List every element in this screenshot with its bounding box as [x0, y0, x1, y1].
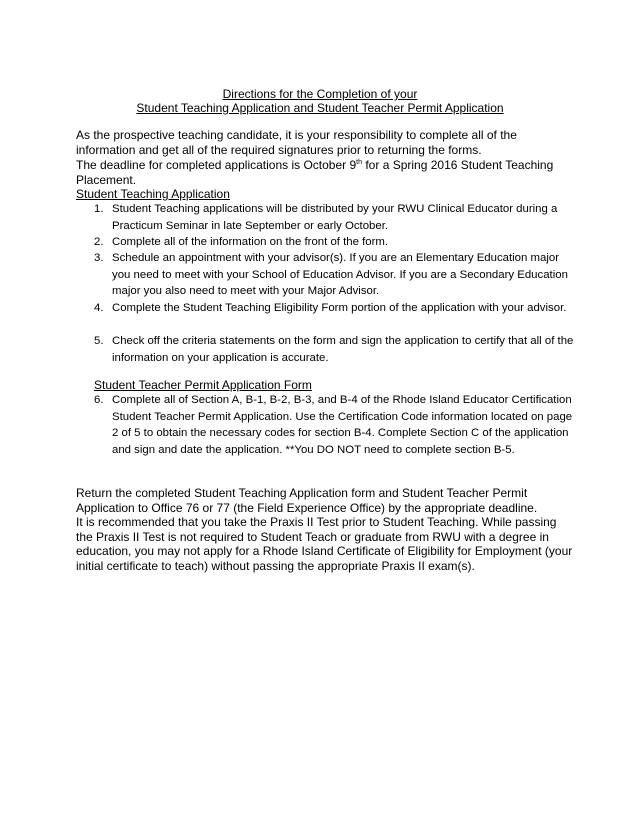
document-title-line-2: Student Teaching Application and Student Teacher Permit Application [136, 101, 504, 115]
list-item-text: Schedule an appointment with your advisor(s). If you are an Elementary Education major you need to meet with your School of Education Advisor. If you are a Secondary Education major you also need to meet with your Major Advisor. [112, 252, 568, 297]
list-item-number: 1. [94, 203, 104, 215]
list-item-text: Complete the Student Teaching Eligibility Form portion of the application with your advisor. [112, 302, 567, 314]
list-item [94, 333, 574, 366]
list-item-number: 6. [94, 394, 104, 406]
list-item-number: 4. [94, 302, 104, 314]
praxis-recommendation-text: It is recommended that you take the Praxis II Test prior to Student Teaching. While passing the Praxis II Test is not required to Student Teach or graduate from RWU with a degree in education, you may not apply for a Rhode Island Certificate of Eligibility for Employment (your initial certificate to teach) without passing the appropriate Praxis II exam(s). [76, 515, 573, 573]
document-title-line-1: Directions for the Completion of your [222, 87, 418, 101]
list-item [94, 234, 574, 251]
list-item-text: Complete all of Section A, B-1, B-2, B-3, and B-4 of the Rhode Island Educator Certification Student Teacher Permit Application. Use the Certification Code information located on page 2 of 5 to obtain the necessary codes for section B-4. Complete Section C of the application and sign and date the application. **You DO NOT need to complete section B-5. [112, 394, 573, 456]
list-item [94, 250, 574, 300]
intro-responsibility-text: As the prospective teaching candidate, it is your responsibility to complete all of the information and get all of the required signatures prior to returning the forms. [76, 128, 517, 157]
intro-deadline-text [76, 158, 553, 187]
list-item [94, 392, 574, 458]
student-teacher-permit-heading: Student Teacher Permit Application Form [94, 378, 312, 392]
list-item-number: 5. [94, 335, 104, 347]
list-item [94, 201, 574, 234]
list-item-text: Check off the criteria statements on the form and sign the application to certify that all of the information on your application is accurate. [112, 335, 574, 364]
deadline-ordinal-suffix: th [356, 159, 363, 166]
return-instructions-text: Return the completed Student Teaching Application form and Student Teacher Permit Application to Office 76 or 77 (the Field Experience Office) by the appropriate deadline. [76, 486, 538, 515]
intro-paragraph [76, 128, 576, 188]
closing-paragraph [76, 486, 576, 574]
student-teaching-application-heading: Student Teaching Application [76, 187, 230, 201]
list-item-text: Student Teaching applications will be distributed by your RWU Clinical Educator during a Practicum Seminar in late September or early October. [112, 203, 558, 232]
list-item-number: 2. [94, 236, 104, 248]
deadline-text-start: The deadline for completed applications is October 9 [76, 158, 357, 172]
list-item [94, 300, 574, 317]
list-item-text: Complete all of the information on the front of the form. [112, 236, 389, 248]
list-item-number: 3. [94, 252, 104, 264]
deadline-text-end: for a Spring 2016 Student Teaching Placement. [76, 158, 554, 187]
